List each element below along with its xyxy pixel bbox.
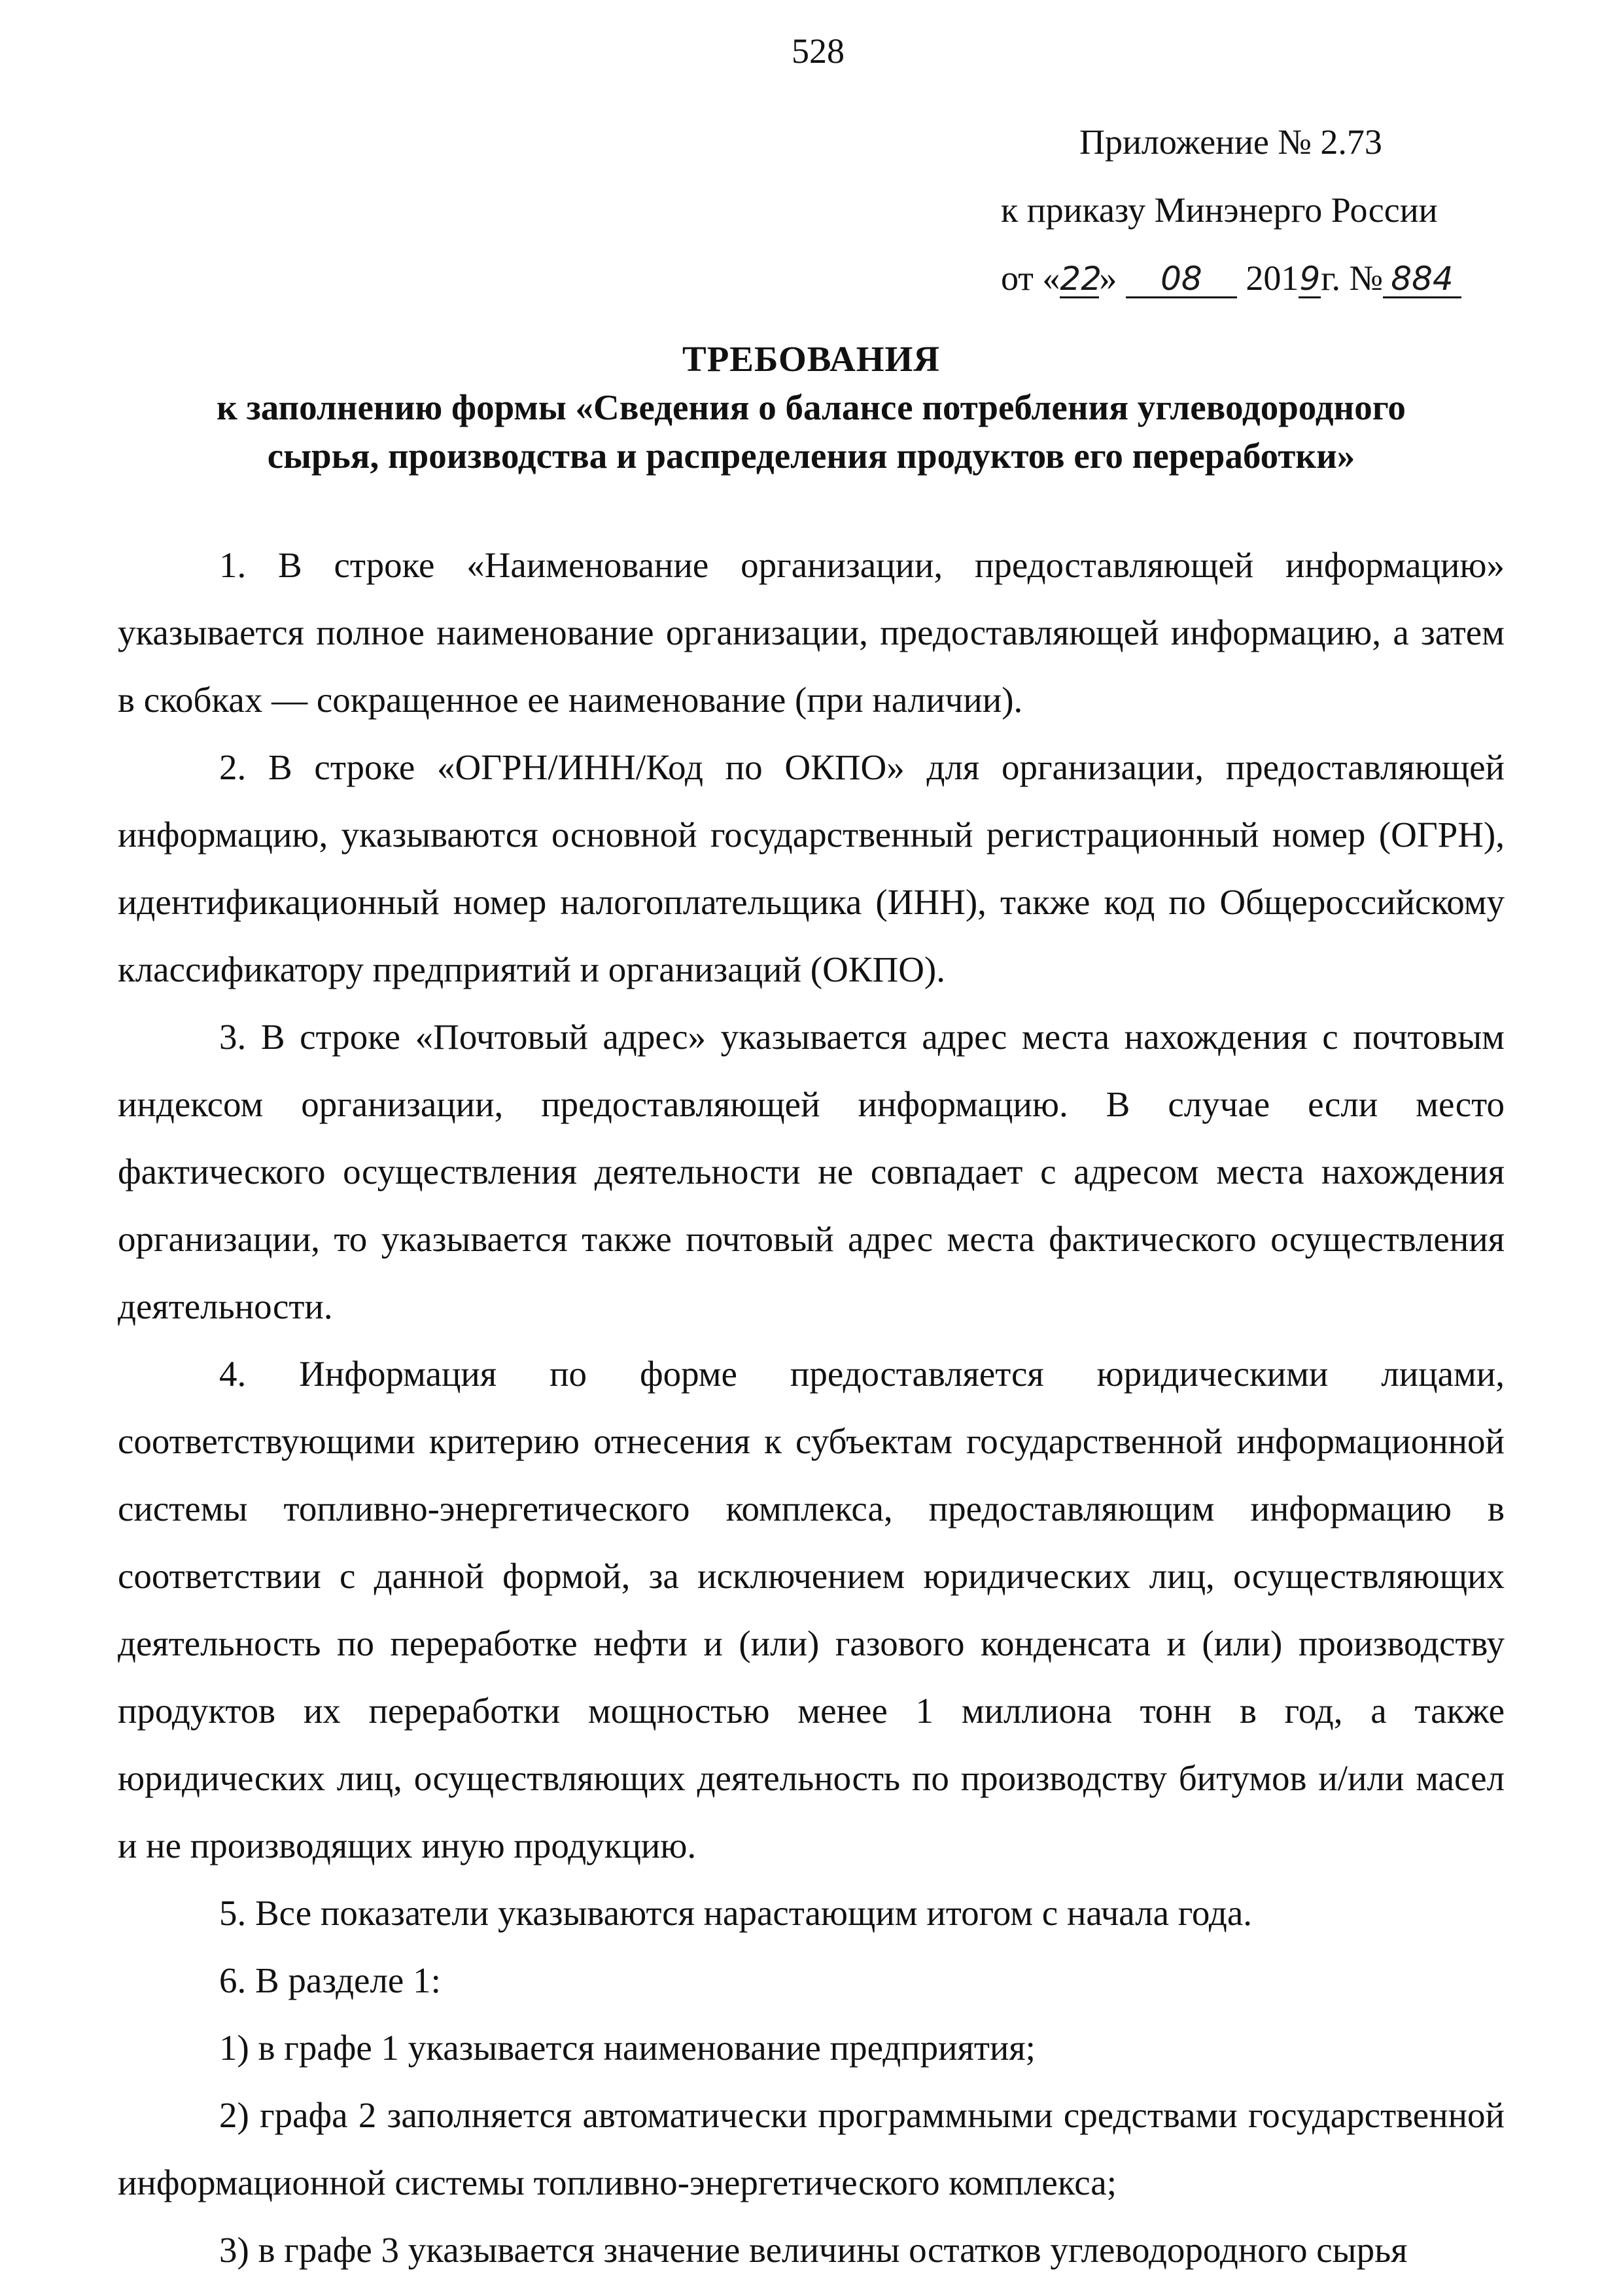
handwritten-year-digit: 9 [1299, 260, 1321, 298]
paragraph-6-item-2: 2) графа 2 заполняется автоматически программными средствами государственной информационной системы топливно-энергетического комплекса; [118, 2095, 1505, 2202]
heading-title: ТРЕБОВАНИЯ [682, 339, 940, 379]
heading-subtitle-line2: сырья, производства и распределения продуктов его переработки» [267, 436, 1355, 476]
appendix-order-ref: к приказу Минэнерго России [1001, 190, 1438, 230]
heading-subtitle-line1: к заполнению формы «Сведения о балансе потребления углеводородного [217, 387, 1406, 427]
paragraph-2: 2. В строке «ОГРН/ИНН/Код по ОКПО» для организации, предоставляющей информацию, указываются основной государственный регистрационный номер (ОГРН), идентификационный номер налогоплательщика (ИНН), также код по Общероссийскому классификатору предприятий и организаций (ОКПО). [118, 747, 1505, 989]
appendix-header [1001, 108, 1524, 312]
date-quote-close: » [1099, 258, 1117, 298]
page-number: 528 [792, 31, 845, 71]
date-prefix: от « [1001, 258, 1060, 298]
appendix-order-date [1001, 244, 1524, 312]
document-heading [118, 335, 1505, 480]
paragraph-6: 6. В разделе 1: [219, 1960, 441, 2000]
paragraph-1: 1. В строке «Наименование организации, предоставляющей информацию» указывается полное наименование организации, предоставляющей информацию, а затем в скобках — сокращенное ее наименование (при наличии). [118, 545, 1505, 720]
paragraph-6-item-1: 1) в графе 1 указывается наименование предприятия; [219, 2028, 1036, 2068]
order-number-label: г. № [1321, 258, 1383, 298]
paragraph-3: 3. В строке «Почтовый адрес» указывается адрес места нахождения с почтовым индексом организации, предоставляющей информацию. В случае если место фактического осуществления деятельности не совпадает с адресом места нахождения организации, то указывается также почтовый адрес места фактического осуществления деятельности. [118, 1017, 1505, 1326]
paragraph-5: 5. Все показатели указываются нарастающим итогом с начала года. [219, 1893, 1252, 1933]
handwritten-order-number: 884 [1383, 261, 1461, 298]
document-body [118, 531, 1505, 2284]
handwritten-month: 08 [1126, 261, 1237, 298]
appendix-number: Приложение № 2.73 [1079, 122, 1382, 162]
paragraph-4: 4. Информация по форме предоставляется юридическими лицами, соответствующими критерию отнесения к субъектам государственной информационной системы топливно-энергетического комплекса, предоставляющим информацию в соответствии с данной формой, за исключением юридических лиц, осуществляющих деятельность по переработке нефти и (или) газового конденсата и (или) производству продуктов их переработки мощностью менее 1 миллиона тонн в год, а также юридических лиц, осуществляющих деятельность по производству битумов и/или масел и не производящих иную продукцию. [118, 1354, 1505, 1865]
handwritten-day: 22 [1060, 260, 1102, 298]
paragraph-6-item-3: 3) в графе 3 указывается значение величины остатков углеводородного сырья [219, 2230, 1408, 2270]
date-year-prefix: 201 [1246, 258, 1299, 298]
